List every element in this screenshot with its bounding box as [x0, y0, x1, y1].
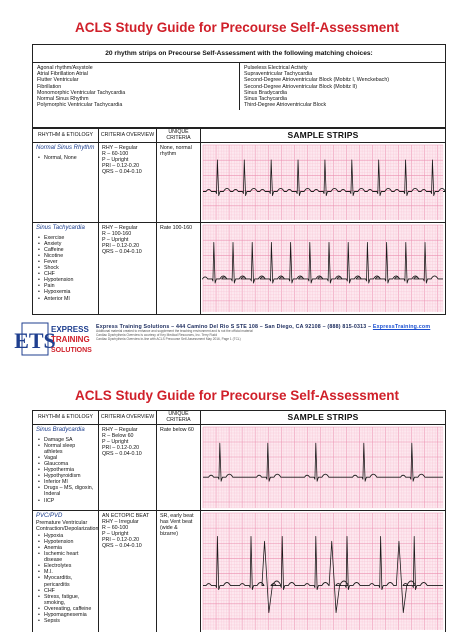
rhythm-subtitle: Premature Ventricular Contraction/Depolarization	[36, 519, 99, 532]
choices-right-column	[239, 63, 445, 110]
choice-item: Atrial Fibrillation Atrial	[37, 71, 88, 78]
footer-note: Cardiac Dysrhythmia Overview is courtesy of Key Medical Resources, Inc. Terry Rudd	[96, 332, 218, 337]
list-item: • Glaucoma	[36, 461, 95, 467]
table-row	[33, 511, 445, 632]
list-item: • CHF	[36, 588, 95, 594]
unique-criteria: Rate 100-160	[157, 223, 201, 314]
page-title-1: ACLS Study Guide for Precourse Self-Assessment	[74, 20, 400, 35]
rhythm-name: Sinus Tachycardia	[36, 225, 85, 231]
criteria-line: R – 60-100	[102, 151, 129, 158]
header-criteria: CRITERIA OVERVIEW	[99, 411, 157, 424]
list-item: • M.I.	[36, 569, 95, 575]
page-footer	[14, 320, 454, 358]
header-criteria: CRITERIA OVERVIEW	[99, 129, 157, 142]
list-item: • Hypotension	[36, 277, 95, 283]
choices-left-column	[33, 63, 239, 110]
choice-item: Polymorphic Ventricular Tachycardia	[37, 102, 123, 109]
criteria-line: PRI – 0.12-0.20	[102, 163, 140, 170]
criteria-line: P – Upright	[102, 531, 129, 538]
ecg-strip-pvc	[203, 513, 443, 630]
criteria-overview	[99, 425, 157, 510]
matching-choices-box	[32, 44, 446, 128]
criteria-line: RHY – Regular	[102, 225, 138, 231]
table-header	[33, 411, 445, 425]
choice-item: Third-Degree Atrioventricular Block	[244, 102, 327, 109]
footer-note: Additional material created to enhance and supplement the teaching environment and is not the official material	[96, 329, 253, 333]
list-item: • Hypothyroidism	[36, 473, 95, 479]
criteria-overview	[99, 223, 157, 314]
criteria-overview	[99, 511, 157, 632]
criteria-line: RHY – Regular	[102, 145, 138, 151]
header-unique: UNIQUE CRITERIA	[157, 129, 201, 142]
list-item: • Hypothermia	[36, 467, 95, 473]
logo-line: TRAINING	[51, 335, 90, 344]
list-item: • Anterior MI	[36, 296, 95, 302]
logo-letters: ETS	[14, 328, 56, 353]
criteria-line: PRI – 0.12-0.20	[102, 243, 140, 250]
unique-criteria: Rate below 60	[157, 425, 201, 510]
list-item: • Normal sleep athletes	[36, 443, 95, 455]
list-item: • Damage SA	[36, 437, 95, 443]
etiology-list	[36, 155, 95, 161]
list-item: • Shock	[36, 265, 95, 271]
list-item: • Hypoxia	[36, 533, 95, 539]
logo-line: EXPRESS	[51, 325, 89, 334]
list-item: • Caffeine	[36, 247, 95, 253]
criteria-line: PRI – 0.12-0.20	[102, 445, 140, 452]
logo-line: SOLUTIONS	[51, 347, 92, 354]
criteria-line: QRS – 0.04-0.10	[102, 169, 142, 176]
criteria-line: P – Upright	[102, 439, 129, 446]
list-item: • Sepsis	[36, 618, 95, 624]
page-title-2: ACLS Study Guide for Precourse Self-Assessment	[74, 388, 400, 403]
choice-item: Flutter Ventricular	[37, 77, 79, 84]
choice-item: Normal Sinus Rhythm	[37, 96, 89, 103]
choice-item: Second-Degree Atrioventricular Block (Mobitz I, Wenckebach)	[244, 77, 390, 84]
list-item: • Ischemic heart disease	[36, 551, 95, 563]
rhythm-table-2	[32, 410, 446, 632]
table-row	[33, 425, 445, 511]
criteria-line: QRS – 0.04-0.10	[102, 543, 142, 550]
list-item: • Myocarditis, pericarditis	[36, 575, 95, 587]
etiology-list	[36, 533, 95, 624]
footer-address: Express Training Solutions – 444 Camino Del Rio S STE 108 – San Diego, CA 92108 – (888) 815-0313 – ExpressTraining.com	[96, 324, 431, 330]
ecg-strip-normal-sinus	[203, 145, 443, 220]
unique-criteria: None, normal rhythm	[157, 143, 201, 222]
choice-item: Pulseless Electrical Activity	[244, 65, 308, 71]
rhythm-name: Sinus Bradycardia	[36, 427, 85, 433]
list-item: • IICP	[36, 498, 95, 504]
list-item: • Inferior MI	[36, 479, 95, 485]
criteria-line: PRI – 0.12-0.20	[102, 537, 140, 544]
list-item: • Electrolytes	[36, 563, 95, 569]
criteria-line: P – Upright	[102, 237, 129, 244]
list-item: • Normal, None	[36, 155, 95, 161]
criteria-line: R – Below 60	[102, 433, 134, 440]
header-unique: UNIQUE CRITERIA	[157, 411, 201, 424]
choice-item: Monomorphic Ventricular Tachycardia	[37, 89, 126, 96]
ecg-strip-sinus-tachycardia	[203, 225, 443, 312]
etiology-list	[36, 235, 95, 302]
list-item: • Exercise	[36, 235, 95, 241]
choice-item: Fibrillation	[37, 83, 62, 90]
express-training-logo	[14, 320, 92, 358]
list-item: • Fever	[36, 259, 95, 265]
ecg-strip-sinus-bradycardia	[203, 427, 443, 508]
criteria-line: P – Upright	[102, 157, 129, 164]
list-item: • Hypomagnesemia	[36, 612, 95, 618]
criteria-line: R – 100-160	[102, 231, 132, 238]
website-link[interactable]: ExpressTraining.com	[372, 324, 431, 330]
list-item: • Pain	[36, 283, 95, 289]
criteria-overview	[99, 143, 157, 222]
rhythm-name: Normal Sinus Rhythm	[36, 145, 95, 151]
criteria-line: QRS – 0.04-0.10	[102, 451, 142, 458]
list-item: • CHF	[36, 271, 95, 277]
etiology-list	[36, 437, 95, 504]
choice-item: Second-Degree Atrioventricular Block (Mobitz II)	[244, 83, 358, 90]
choices-header: 20 rhythm strips on Precourse Self-Assessment with the following matching choices:	[33, 45, 445, 63]
choice-item: Supraventricular Tachycardia	[244, 71, 313, 78]
table-row	[33, 143, 445, 223]
table-header	[33, 129, 445, 143]
footer-note: Cardiac Dysrhythmia Overview in-line with ACLS Precourse Self-Assessment May 2016, Page 1 (TCL)	[96, 336, 241, 341]
choice-item: Sinus Tachycardia	[244, 96, 287, 103]
header-sample-strips: SAMPLE STRIPS	[287, 129, 359, 140]
header-rhythm: RHYTHM & ETIOLOGY	[33, 411, 99, 424]
table-row	[33, 223, 445, 314]
choice-item: Sinus Bradycardia	[244, 89, 287, 96]
header-sample-strips: SAMPLE STRIPS	[287, 411, 359, 422]
list-item: • Drugs – MS, digoxin, Inderal	[36, 485, 95, 497]
unique-criteria: SR, early beat has Vent beat (wide & bizarre)	[157, 511, 201, 632]
list-item: • Hypotension	[36, 539, 95, 545]
criteria-line: AN ECTOPIC BEAT	[102, 513, 150, 519]
criteria-line: R – 60-100	[102, 525, 129, 532]
list-item: • Anemia	[36, 545, 95, 551]
criteria-line: RHY – Irregular	[102, 519, 139, 526]
criteria-line: QRS – 0.04-0.10	[102, 249, 142, 256]
list-item: • Anxiety	[36, 241, 95, 247]
list-item: • Nicotine	[36, 253, 95, 259]
rhythm-name: PVC/PVD	[36, 513, 63, 519]
list-item: • Hypoxemia	[36, 289, 95, 295]
header-rhythm: RHYTHM & ETIOLOGY	[33, 129, 99, 142]
choice-item: Agonal rhythm/Asystole	[37, 65, 93, 71]
list-item: • Stress, fatigue, smoking,	[36, 594, 95, 606]
list-item: • Overeating, caffeine	[36, 606, 95, 612]
criteria-line: RHY – Regular	[102, 427, 138, 433]
rhythm-table-1	[32, 128, 446, 315]
list-item: • Vagal	[36, 455, 95, 461]
